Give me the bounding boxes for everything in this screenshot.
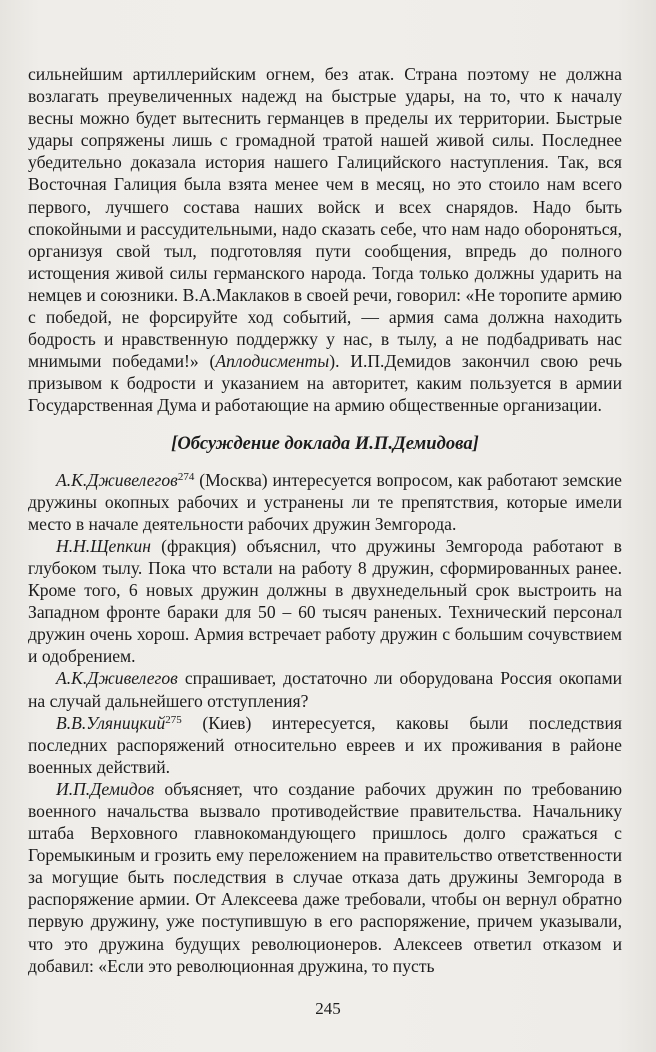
paragraph-text: спрашивает, достаточно ли оборудована Россия окопами на случай дальнейшего отступления? bbox=[28, 668, 622, 711]
footnote-ref: 274 bbox=[177, 470, 195, 483]
paragraph-text: (Киев) интересуется, каковы были последствия последних распоряжений относительно евреев и их проживания в районе военных действий. bbox=[28, 712, 622, 777]
speaker-name: А.К.Дживелегов bbox=[56, 469, 178, 490]
paragraph-dzhivelegov-2 bbox=[28, 667, 622, 711]
paragraph-text: объясняет, что создание рабочих дружин по требованию военного начальства вызвало противодействие правительства. Начальнику штаба Верховного главнокомандующего пришлось долго сражаться с Горемыкиным и грозить ему переложением на правительство ответственности за могущие быть последствия в случае отказа дать дружины Земгорода в распоряжение армии. От Алексеева даже требовали, чтобы он вернул обратно первую дружину, уже поступившую в его распоряжение, причем указывали, что это дружина будущих революционеров. Алексеев ответил отказом и добавил: «Если это революционная дружина, то пусть bbox=[28, 778, 622, 976]
intro-paragraph bbox=[28, 63, 622, 417]
intro-text: сильнейшим артиллерийским огнем, без атак. Страна поэтому не должна возлагать преувеличенных надежд на быстрые удары, на то, что к началу весны можно будет вытеснить германцев в пределы их территории. Быстрые удары сопряжены лишь с громадной тратой нашей живой силы. Последнее убедительно доказала история нашего Галицийского наступления. Так, вся Восточная Галиция была взята менее чем в месяц, но это стоило нам всего первого, лучшего состава наших войск и всех снарядов. Надо быть спокойными и рассудительными, надо сказать себе, что нам надо обороняться, организуя свой тыл, подготовляя пути сообщения, впредь до полного истощения живой силы германского народа. Тогда только должны ударить на немцев и союзники. В.А.Маклаков в своей речи, говорил: «Не торопите армию с победой, не форсируйте ход событий, — армия сама должна находить бодрость и нравственную поддержку у нас, в тылу, а не подбадривать нас мнимыми победами!» ( bbox=[28, 64, 622, 372]
speaker-name: В.В.Уляницкий bbox=[56, 712, 166, 733]
paragraph-dzhivelegov-1 bbox=[28, 469, 622, 535]
heading-bracket-open: [ bbox=[171, 432, 178, 454]
intro-text-end: ). И.П.Демидов закончил свою речь призывом к бодрости и указанием на авторитет, каким пользуется в армии Государственная Дума и работающие на армию общественные организации. bbox=[28, 351, 622, 416]
heading-bracket-close: ] bbox=[472, 432, 479, 454]
speaker-name: И.П.Демидов bbox=[56, 778, 155, 799]
section-heading bbox=[28, 433, 622, 455]
main-text bbox=[28, 63, 622, 977]
heading-title: Обсуждение доклада И.П.Демидова bbox=[177, 432, 473, 454]
applause-remark: Аплодисменты bbox=[215, 351, 330, 372]
speaker-name: Н.Н.Щепкин bbox=[56, 535, 151, 556]
paragraph-text: (фракция) объяснил, что дружины Земгорода работают в глубоком тылу. Пока что встали на работу 8 дружин, сформированных ранее. Кроме того, 6 новых дружин должны в двухнедельный срок выстроить на Западном фронте бараки для 50 – 60 тысяч раненых. Технический персонал дружин очень хорош. Армия встречает работу дружин с большим сочувствием и одобрением. bbox=[28, 535, 622, 667]
paragraph-demidov bbox=[28, 778, 622, 977]
paragraph-ulyanitsky bbox=[28, 712, 622, 778]
footnote-ref: 275 bbox=[165, 713, 182, 726]
paragraph-text: (Москва) интересуется вопросом, как работают земские дружины окопных рабочих и устранены ли те препятствия, которые имели место в начале деятельности рабочих дружин Земгорода. bbox=[28, 469, 622, 534]
paragraph-shchepkin bbox=[28, 535, 622, 668]
speaker-name: А.К.Дживелегов bbox=[56, 668, 178, 689]
page-number: 245 bbox=[315, 999, 341, 1018]
